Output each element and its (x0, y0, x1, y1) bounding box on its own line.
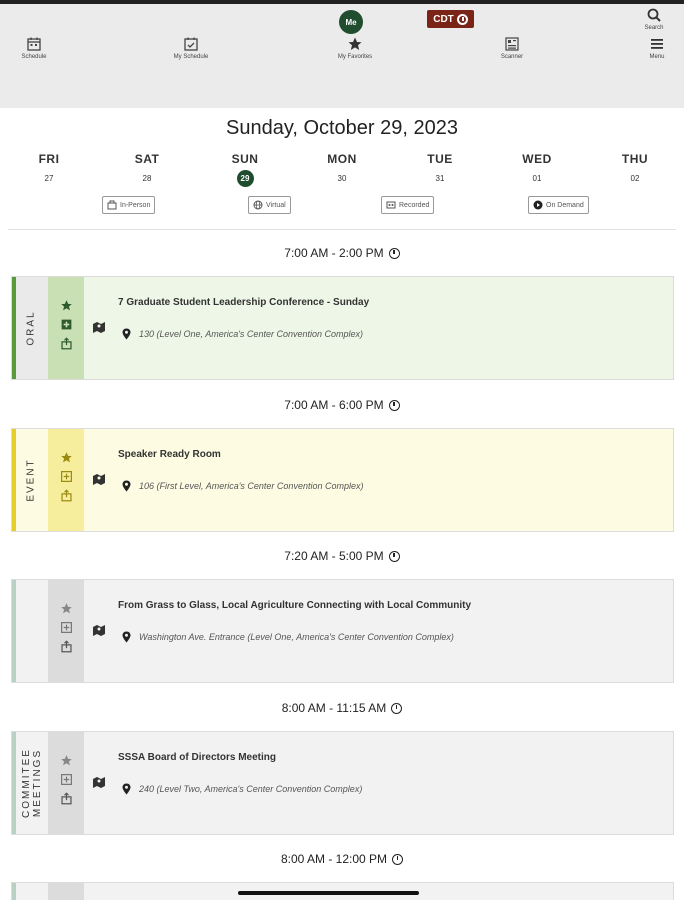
star-icon[interactable] (60, 299, 73, 312)
location-pin-icon (122, 631, 131, 643)
video-icon (386, 200, 396, 210)
clock-icon (389, 551, 400, 562)
timezone-label: CDT (433, 13, 454, 25)
session-type (16, 732, 48, 834)
day-number: 30 (337, 174, 347, 183)
time-slot-header (0, 246, 684, 260)
map-icon[interactable] (92, 624, 106, 636)
nav-label: Menu (649, 54, 665, 60)
share-icon[interactable] (60, 489, 73, 502)
nav-label: Schedule (21, 54, 47, 60)
day-tab-fri[interactable] (19, 152, 79, 187)
session-body (84, 732, 673, 834)
filter-label: Virtual (266, 201, 286, 209)
session-location (122, 783, 362, 795)
day-name: TUE (427, 152, 453, 166)
add-to-schedule-icon[interactable] (60, 318, 73, 331)
map-icon[interactable] (92, 776, 106, 788)
day-number: 31 (435, 174, 445, 183)
day-name: WED (522, 152, 552, 166)
time-range: 7:20 AM - 5:00 PM (284, 549, 384, 563)
clock-icon (391, 703, 402, 714)
session-title[interactable]: 7 Graduate Student Leadership Conference - Sunday (118, 297, 370, 308)
day-number: 28 (142, 174, 152, 183)
home-indicator (238, 891, 419, 895)
day-tab-sat[interactable] (117, 152, 177, 187)
add-to-schedule-icon[interactable] (60, 470, 73, 483)
session-location (122, 631, 454, 643)
top-navigation-bar (0, 4, 684, 108)
clock-icon (389, 400, 400, 411)
star-icon[interactable] (60, 451, 73, 464)
star-icon[interactable] (60, 602, 73, 615)
filter-on-demand[interactable] (528, 196, 589, 214)
session-type-label: EVENT (26, 458, 37, 502)
scanner-icon (504, 36, 520, 52)
nav-label: My Favorites (337, 54, 373, 60)
nav-my-schedule[interactable] (151, 36, 231, 60)
page-title: Sunday, October 29, 2023 (225, 117, 458, 139)
session-actions (48, 732, 84, 834)
filter-label: Recorded (399, 201, 430, 209)
add-to-schedule-icon[interactable] (60, 621, 73, 634)
time-range: 7:00 AM - 2:00 PM (284, 246, 384, 260)
timezone-button[interactable] (427, 10, 474, 28)
session-actions (48, 429, 84, 531)
search-button[interactable] (614, 7, 684, 31)
search-icon (646, 7, 662, 23)
session-location (122, 480, 363, 492)
day-tab-wed[interactable] (507, 152, 567, 187)
location-pin-icon (122, 328, 131, 340)
calendar-icon (26, 36, 42, 52)
filter-in-person[interactable] (102, 196, 155, 214)
nav-my-favorites[interactable] (315, 36, 395, 60)
share-icon[interactable] (60, 337, 73, 350)
day-tab-thu[interactable] (605, 152, 665, 187)
session-card[interactable] (11, 428, 674, 532)
day-tab-tue[interactable] (410, 152, 470, 187)
day-name: SUN (231, 152, 259, 166)
time-range: 7:00 AM - 6:00 PM (284, 398, 384, 412)
nav-label: Scanner (500, 54, 524, 60)
day-tab-mon[interactable] (312, 152, 372, 187)
map-icon[interactable] (92, 473, 106, 485)
building-icon (107, 200, 117, 210)
session-title[interactable]: Speaker Ready Room (118, 449, 221, 460)
location-pin-icon (122, 783, 131, 795)
day-name: FRI (38, 152, 60, 166)
session-location (122, 328, 363, 340)
location-pin-icon (122, 480, 131, 492)
session-type-label: COMMITEE MEETINGS (21, 748, 44, 818)
nav-menu[interactable] (617, 36, 684, 60)
map-icon[interactable] (92, 321, 106, 333)
session-actions (48, 580, 84, 682)
location-text: 240 (Level Two, America's Center Convention Complex) (139, 784, 363, 794)
day-number: 02 (630, 174, 640, 183)
session-actions (48, 277, 84, 379)
session-type (16, 580, 48, 682)
time-slot-header (0, 701, 684, 715)
filter-label: In-Person (120, 201, 151, 209)
day-number: 27 (44, 174, 54, 183)
time-slot-header (0, 852, 684, 866)
session-body (84, 580, 673, 682)
clock-icon (457, 14, 468, 25)
share-icon[interactable] (60, 792, 73, 805)
day-name: MON (327, 152, 357, 166)
time-range: 8:00 AM - 11:15 AM (281, 701, 387, 715)
filter-recorded[interactable] (381, 196, 434, 214)
day-number: 01 (532, 174, 542, 183)
nav-schedule[interactable] (0, 36, 74, 60)
nav-scanner[interactable] (472, 36, 552, 60)
location-text: 106 (First Level, America's Center Convention Complex) (139, 481, 364, 491)
time-slot-header (0, 398, 684, 412)
session-type (16, 277, 48, 379)
day-name: SAT (134, 152, 160, 166)
day-name: THU (621, 152, 649, 166)
hamburger-icon (649, 36, 665, 52)
filter-virtual[interactable] (248, 196, 291, 214)
session-title[interactable]: SSSA Board of Directors Meeting (118, 752, 276, 763)
session-body (84, 429, 673, 531)
calendar-check-icon (183, 36, 199, 52)
day-number-selected: 29 (237, 170, 254, 187)
location-text: 130 (Level One, America's Center Convention Complex) (139, 329, 363, 339)
filter-label: On Demand (546, 201, 584, 209)
me-avatar-button[interactable]: Me (339, 10, 363, 34)
session-body (84, 277, 673, 379)
nav-label: My Schedule (173, 54, 209, 60)
star-icon (347, 36, 363, 52)
day-tab-sun[interactable] (215, 152, 275, 187)
globe-icon (253, 200, 263, 210)
star-icon[interactable] (60, 754, 73, 767)
session-card[interactable] (11, 276, 674, 380)
session-type (16, 883, 48, 900)
session-type-label: ORAL (26, 310, 38, 346)
time-range: 8:00 AM - 12:00 PM (280, 852, 388, 866)
play-icon (533, 200, 543, 210)
session-actions (48, 883, 84, 900)
session-card[interactable] (11, 579, 674, 683)
session-card[interactable] (11, 731, 674, 835)
time-slot-header (0, 549, 684, 563)
clock-icon (389, 248, 400, 259)
search-label: Search (644, 25, 664, 31)
clock-icon (392, 854, 403, 865)
session-title[interactable]: From Grass to Glass, Local Agriculture Connecting with Local Community (118, 600, 472, 611)
session-type (16, 429, 48, 531)
location-text: Washington Ave. Entrance (Level One, America's Center Convention Complex) (139, 632, 454, 642)
add-to-schedule-icon[interactable] (60, 773, 73, 786)
divider (8, 229, 676, 230)
share-icon[interactable] (60, 640, 73, 653)
